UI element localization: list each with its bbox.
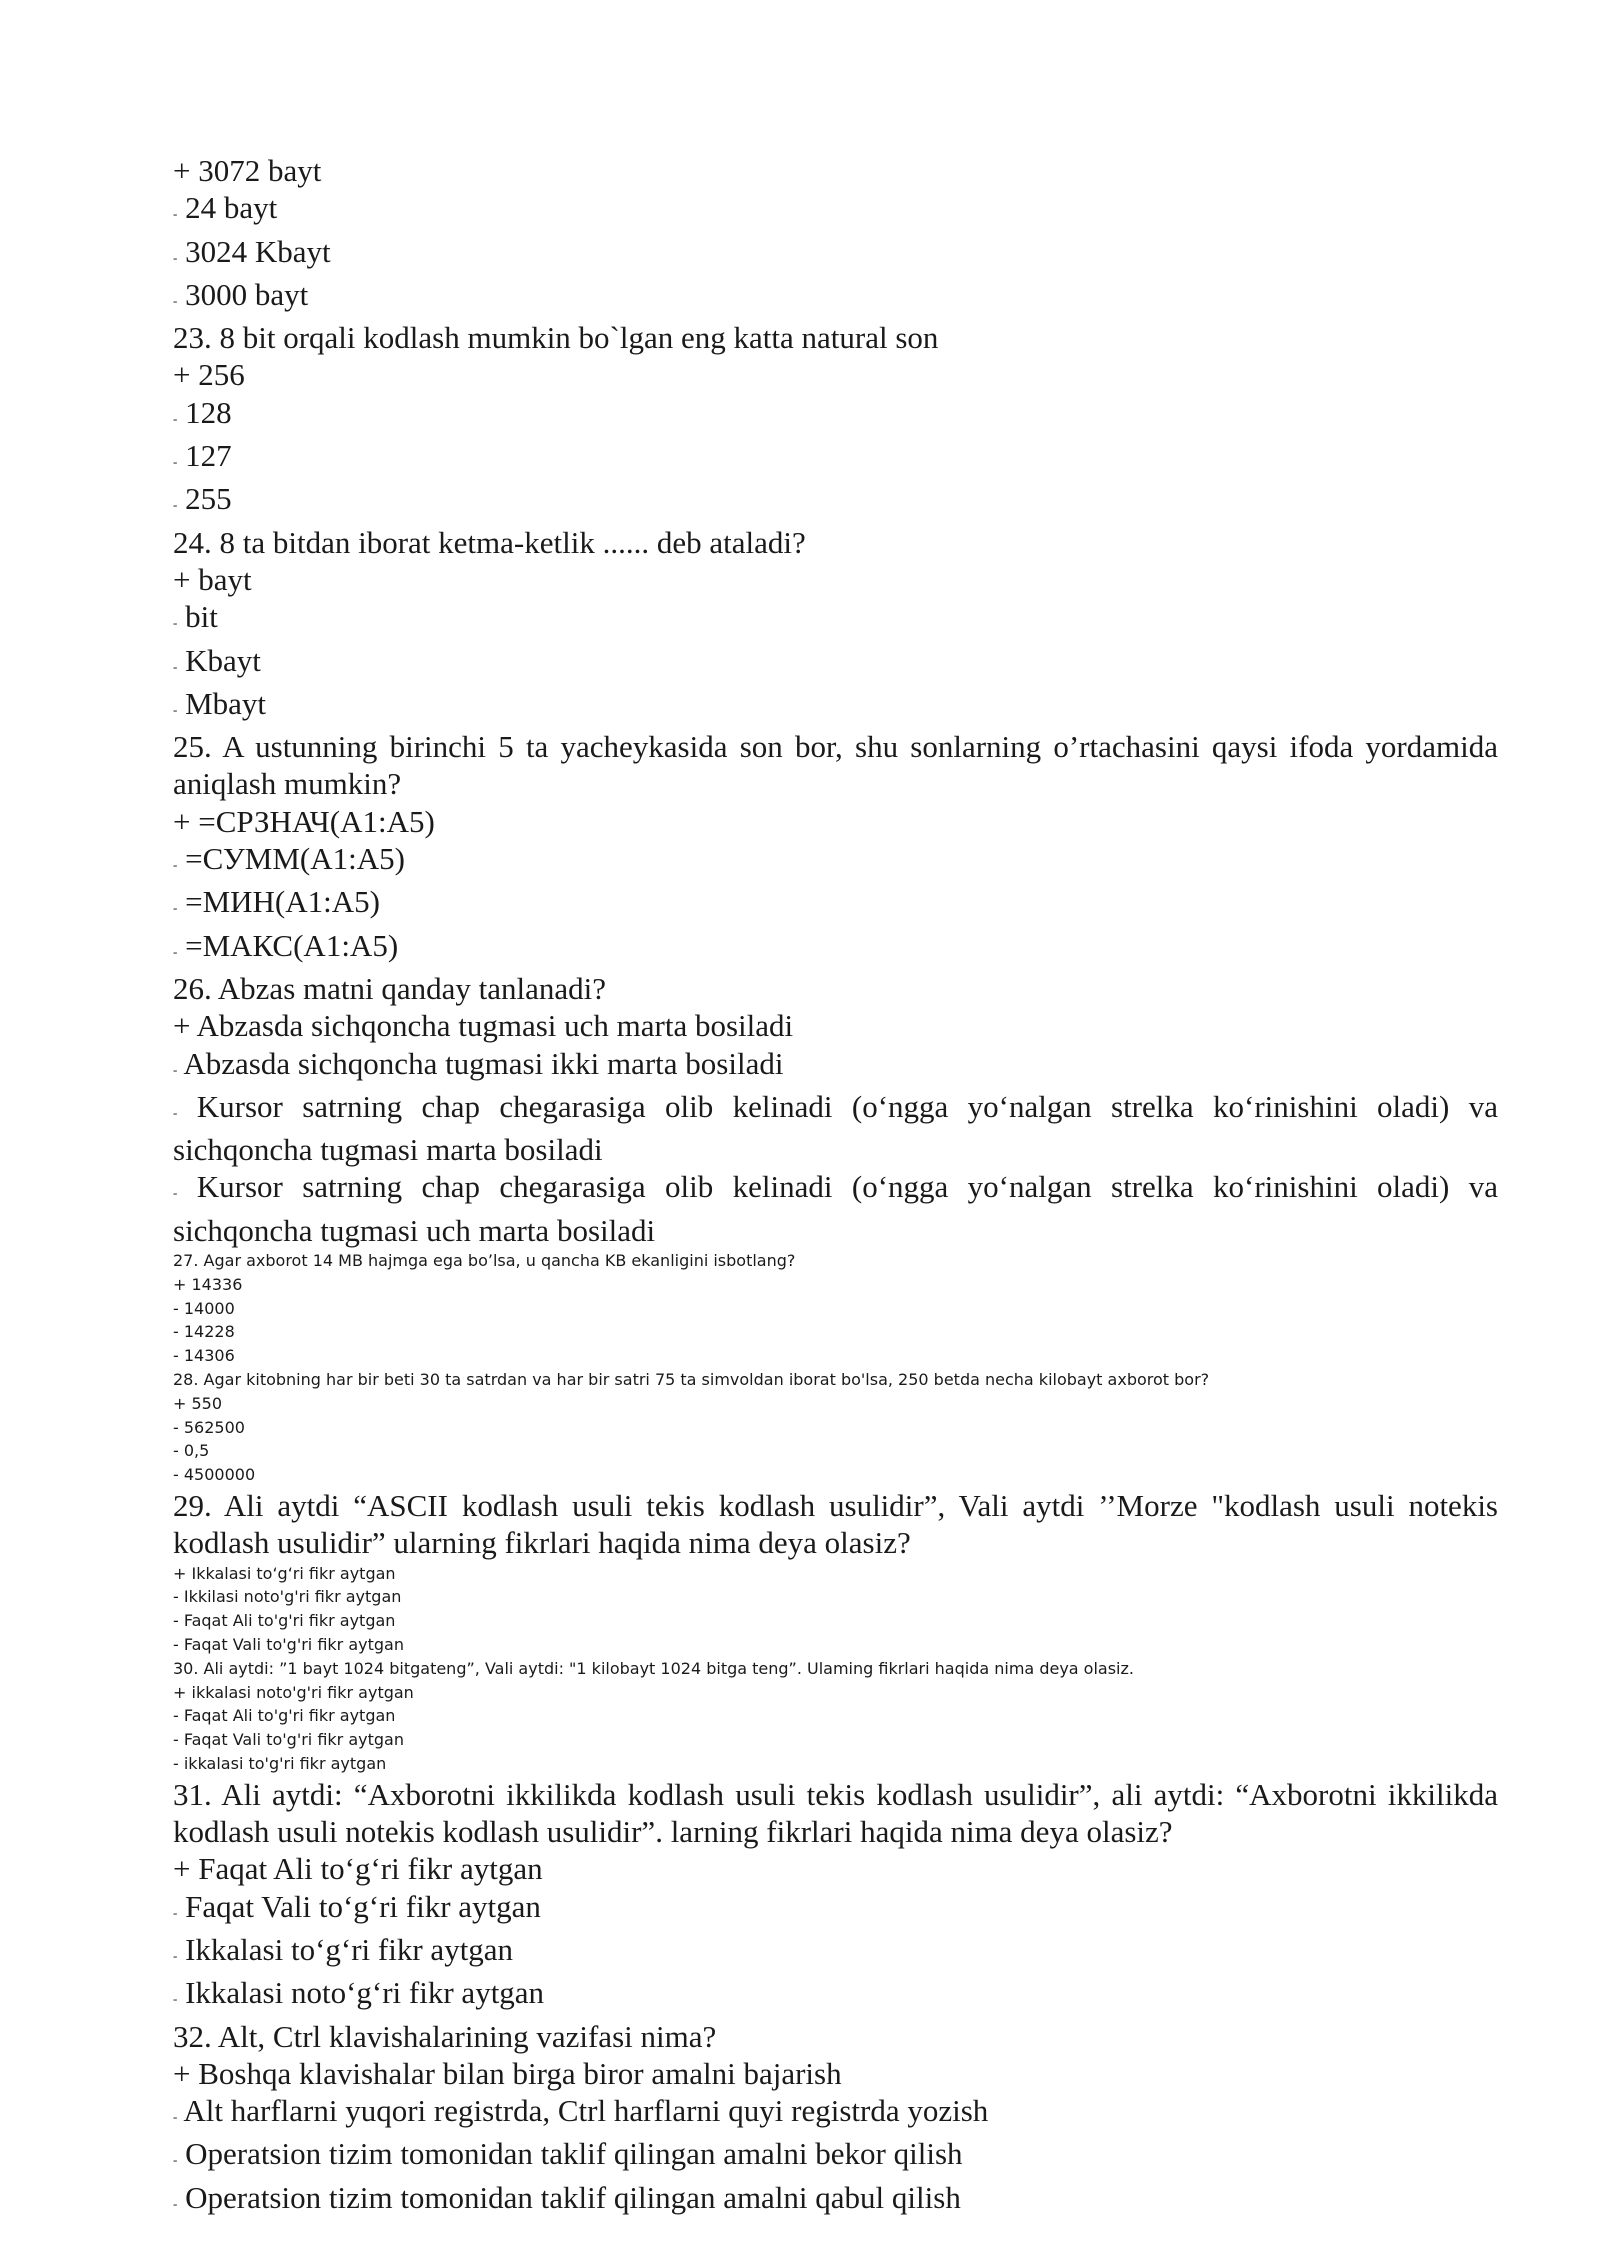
option: - 3024 Kbayt [173, 233, 331, 269]
option: - 562500 [173, 1417, 245, 1437]
question-text: 32. Alt, Ctrl klavishalarining vazifasi nima? [173, 2018, 717, 2054]
option-correct: + 14336 [173, 1274, 243, 1294]
option: - ikkalasi to'g'ri fikr aytgan [173, 1753, 387, 1773]
question-25 [173, 728, 1498, 970]
document-page [173, 152, 1498, 2222]
question-text: 30. Ali aytdi: ”1 bayt 1024 bitgateng”, Vali aytdi: "1 kilobayt 1024 bitga teng”. Ulaming fikrlari haqida nima deya olasiz. [173, 1658, 1134, 1678]
option: - Faqat Vali to'g'ri fikr aytgan [173, 1634, 404, 1654]
option-correct: + =СРЗНАЧ(A1:A5) [173, 803, 435, 839]
question-text: 24. 8 ta bitdan iborat ketma-ketlik ...... deb ataladi? [173, 524, 806, 560]
option: - Alt harflarni yuqori registrda, Ctrl harflarni quyi registrda yozish [173, 2093, 989, 2129]
option: - 24 bayt [173, 190, 278, 226]
option: - 3000 bayt [173, 276, 309, 312]
question-32 [173, 2018, 1498, 2222]
option: - =СУММ(A1:A5) [173, 841, 405, 877]
question-28 [173, 1368, 1498, 1487]
question-22-options [173, 152, 1498, 319]
option: - Faqat Vali to'g'ri fikr aytgan [173, 1730, 404, 1750]
option: - 128 [173, 394, 232, 430]
option-correct: + Abzasda sichqoncha tugmasi uch marta bosiladi [173, 1008, 794, 1044]
option-correct: + ikkalasi noto'g'ri fikr aytgan [173, 1682, 414, 1702]
option: - Operatsion tizim tomonidan taklif qilingan amalni qabul qilish [173, 2179, 961, 2215]
option: - bit [173, 599, 218, 635]
option-correct: + bayt [173, 561, 252, 597]
option-correct: + Faqat Ali to‘g‘ri fikr aytgan [173, 1851, 543, 1887]
question-text: 23. 8 bit orqali kodlash mumkin bo`lgan eng katta natural son [173, 320, 939, 356]
question-text: 29. Ali aytdi “ASCII kodlash usuli tekis kodlash usulidir”, Vali aytdi ’’Morze "kodlash usuli notekis kodlash usulidir” ularning fikrlari haqida nima deya olasiz? [173, 1487, 1498, 1561]
option-correct: + 550 [173, 1393, 223, 1413]
option: - Faqat Ali to'g'ri fikr aytgan [173, 1706, 396, 1726]
option-correct: + 3072 bayt [173, 153, 322, 188]
option: - Faqat Vali to‘g‘ri fikr aytgan [173, 1888, 541, 1924]
option: - 14306 [173, 1346, 235, 1366]
question-30 [173, 1657, 1498, 1776]
option: - Ikkalasi noto‘g‘ri fikr aytgan [173, 1975, 545, 2011]
option-correct: + Ikkalasi to‘g‘ri fikr aytgan [173, 1563, 396, 1583]
question-text: 31. Ali aytdi: “Axborotni ikkilikda kodlash usuli tekis kodlash usulidir”, ali aytdi: “Axborotni ikkilikda kodlash usuli notekis kodlash usulidir”. larning fikrlari haqida nima deya olasiz? [173, 1776, 1498, 1850]
option: - 0,5 [173, 1441, 210, 1461]
question-27 [173, 1249, 1498, 1368]
question-text: 27. Agar axborot 14 MB hajmga ega bo’lsa, u qancha KB ekanligini isbotlang? [173, 1251, 796, 1271]
option: - 127 [173, 438, 232, 474]
option-correct: + 256 [173, 357, 245, 393]
question-29 [173, 1487, 1498, 1657]
question-23 [173, 319, 1498, 523]
option: - Kursor satrning chap chegarasiga olib kelinadi (o‘ngga yo‘nalgan strelka ko‘rinishini oladi) va sichqoncha tugmasi marta bosiladi [173, 1088, 1499, 1168]
option-correct: + Boshqa klavishalar bilan birga biror amalni bajarish [173, 2055, 842, 2091]
question-26 [173, 970, 1498, 1249]
option: - Kbayt [173, 642, 261, 678]
question-24 [173, 524, 1498, 728]
option: - 4500000 [173, 1465, 256, 1485]
question-31 [173, 1776, 1498, 2018]
option: - Ikkalasi to‘g‘ri fikr aytgan [173, 1931, 514, 1967]
question-text: 28. Agar kitobning har bir beti 30 ta satrdan va har bir satri 75 ta simvoldan iborat bo'lsa, 250 betda necha kilobayt axborot bor? [173, 1370, 1210, 1389]
option: - 14000 [173, 1298, 235, 1318]
option: - =МАКС(A1:A5) [173, 927, 399, 963]
question-text: 26. Abzas matni qanday tanlanadi? [173, 970, 607, 1006]
option: - Kursor satrning chap chegarasiga olib kelinadi (o‘ngga yo‘nalgan strelka ko‘rinishini oladi) va sichqoncha tugmasi uch marta bosiladi [173, 1169, 1499, 1248]
option: - Operatsion tizim tomonidan taklif qilingan amalni bekor qilish [173, 2136, 963, 2172]
option: - Ikkilasi noto'g'ri fikr aytgan [173, 1587, 402, 1607]
question-text: 25. A ustunning birinchi 5 ta yacheykasida son bor, shu sonlarning o’rtachasini qaysi ifoda yordamida aniqlash mumkin? [173, 729, 1498, 802]
option: - Abzasda sichqoncha tugmasi ikki marta bosiladi [173, 1045, 784, 1081]
option: - 255 [173, 481, 232, 517]
option: - =МИН(A1:A5) [173, 884, 380, 920]
option: - Mbayt [173, 685, 267, 721]
option: - 14228 [173, 1322, 235, 1342]
option: - Faqat Ali to'g'ri fikr aytgan [173, 1611, 396, 1631]
